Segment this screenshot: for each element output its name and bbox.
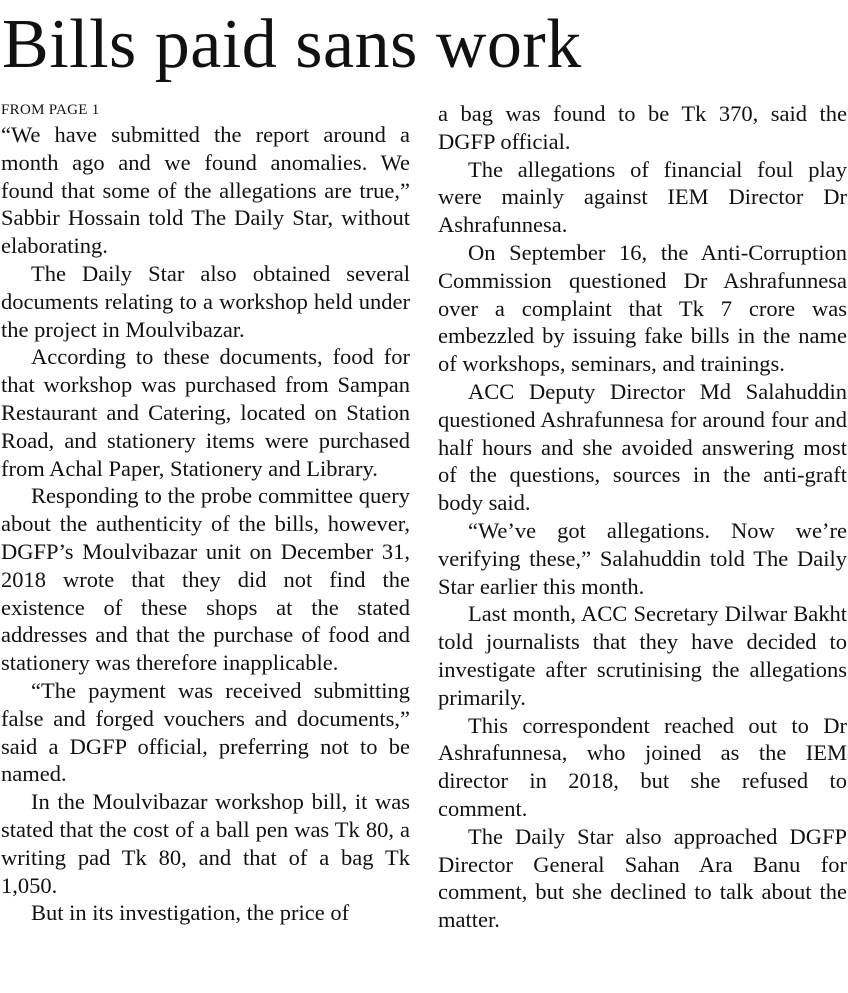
paragraph: The Daily Star also approached DGFP Director General Sahan Ara Banu for comment, but she declined to talk about the matter. xyxy=(438,823,847,933)
paragraph: “We have submitted the report around a month ago and we found anomalies. We found that some of the allegations are true,” Sabbir Hossain told The Daily Star, without elaborating. xyxy=(1,122,410,259)
paragraph: Responding to the probe committee query about the authenticity of the bills, however, DGFP’s Moulvibazar unit on December 31, 2018 wrote that they did not find the existence of these shops at the stated addresses and that the purchase of food and stationery was therefore inapplicable. xyxy=(1,483,410,676)
paragraph: On September 16, the Anti-Corruption Commission questioned Dr Ashrafunnesa over a complaint that Tk 7 crore was embezzled by issuing fake bills in the name of workshops, seminars, and trainings. xyxy=(438,239,847,377)
paragraph: ACC Deputy Director Md Salahuddin questioned Ashrafunnesa for around four and half hours and she avoided answering most of the questions, sources in the anti-graft body said. xyxy=(438,378,847,516)
paragraph: “The payment was received submitting false and forged vouchers and documents,” said a DGFP official, preferring not to be named. xyxy=(1,677,410,787)
paragraph: But in its investigation, the price of xyxy=(31,900,350,926)
paragraph: This correspondent reached out to Dr Ashrafunnesa, who joined as the IEM director in 2018, but she refused to comment. xyxy=(438,712,847,821)
article-column-left xyxy=(1,99,410,927)
paragraph: The allegations of financial foul play were mainly against IEM Director Dr Ashrafunnesa. xyxy=(438,156,847,238)
paragraph: According to these documents, food for that workshop was purchased from Sampan Restaurant and Catering, located on Station Road, and stationery items were purchased from Achal Paper, Stationery and Library. xyxy=(1,344,410,481)
paragraph: In the Moulvibazar workshop bill, it was stated that the cost of a ball pen was Tk 80, a writing pad Tk 80, and that of a bag Tk 1,050. xyxy=(1,789,410,898)
headline: Bills paid sans work xyxy=(2,6,582,83)
paragraph-continued: a bag was found to be Tk 370, said the DGFP official. xyxy=(438,101,847,154)
paragraph: Last month, ACC Secretary Dilwar Bakht told journalists that they have decided to investigate after scrutinising the allegations primarily. xyxy=(438,601,847,710)
paragraph: “We’ve got allegations. Now we’re verifying these,” Salahuddin told The Daily Star earlier this month. xyxy=(438,517,847,599)
article-column-right xyxy=(438,100,847,934)
continued-from-label: FROM PAGE 1 xyxy=(1,102,100,118)
paragraph: The Daily Star also obtained several documents relating to a workshop held under the project in Moulvibazar. xyxy=(1,260,410,342)
